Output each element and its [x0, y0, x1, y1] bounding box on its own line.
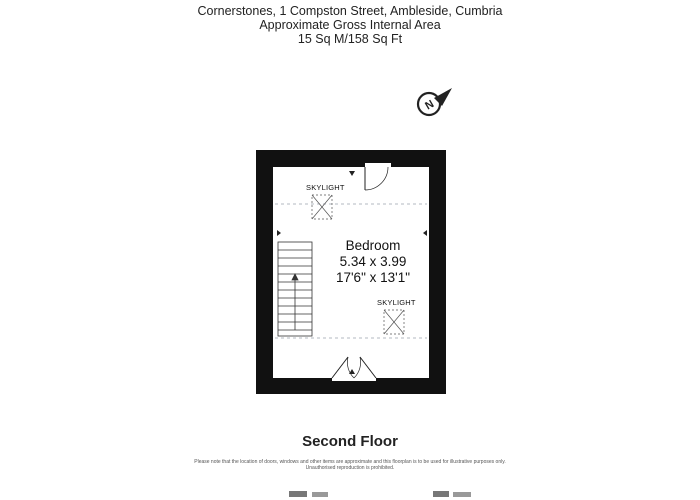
plan-header — [0, 4, 700, 46]
room-label-bedroom — [318, 238, 428, 286]
area-value: 15 Sq M/158 Sq Ft — [297, 32, 403, 46]
disclaimer-text: Please note that the location of doors, windows and other items are approximate and this floorplan is to be used for illustrative purposes only. Unauthorised reproduction is prohibited. — [194, 459, 506, 471]
skylight-label-2: SKYLIGHT — [377, 298, 416, 307]
room-size-metric: 5.34 x 3.99 — [339, 254, 407, 269]
property-address: Cornerstones, 1 Compston Street, Ambleside, Cumbria — [197, 4, 503, 18]
room-name: Bedroom — [345, 238, 401, 253]
area-label: Approximate Gross Internal Area — [259, 18, 441, 32]
accreditation-logos — [285, 491, 475, 498]
room-size-imperial: 17'6" x 13'1" — [335, 270, 411, 285]
north-arrow-icon — [412, 86, 456, 120]
floor-name: Second Floor — [302, 433, 398, 450]
north-letter: N — [423, 98, 437, 113]
skylight-label-1: SKYLIGHT — [306, 183, 345, 192]
